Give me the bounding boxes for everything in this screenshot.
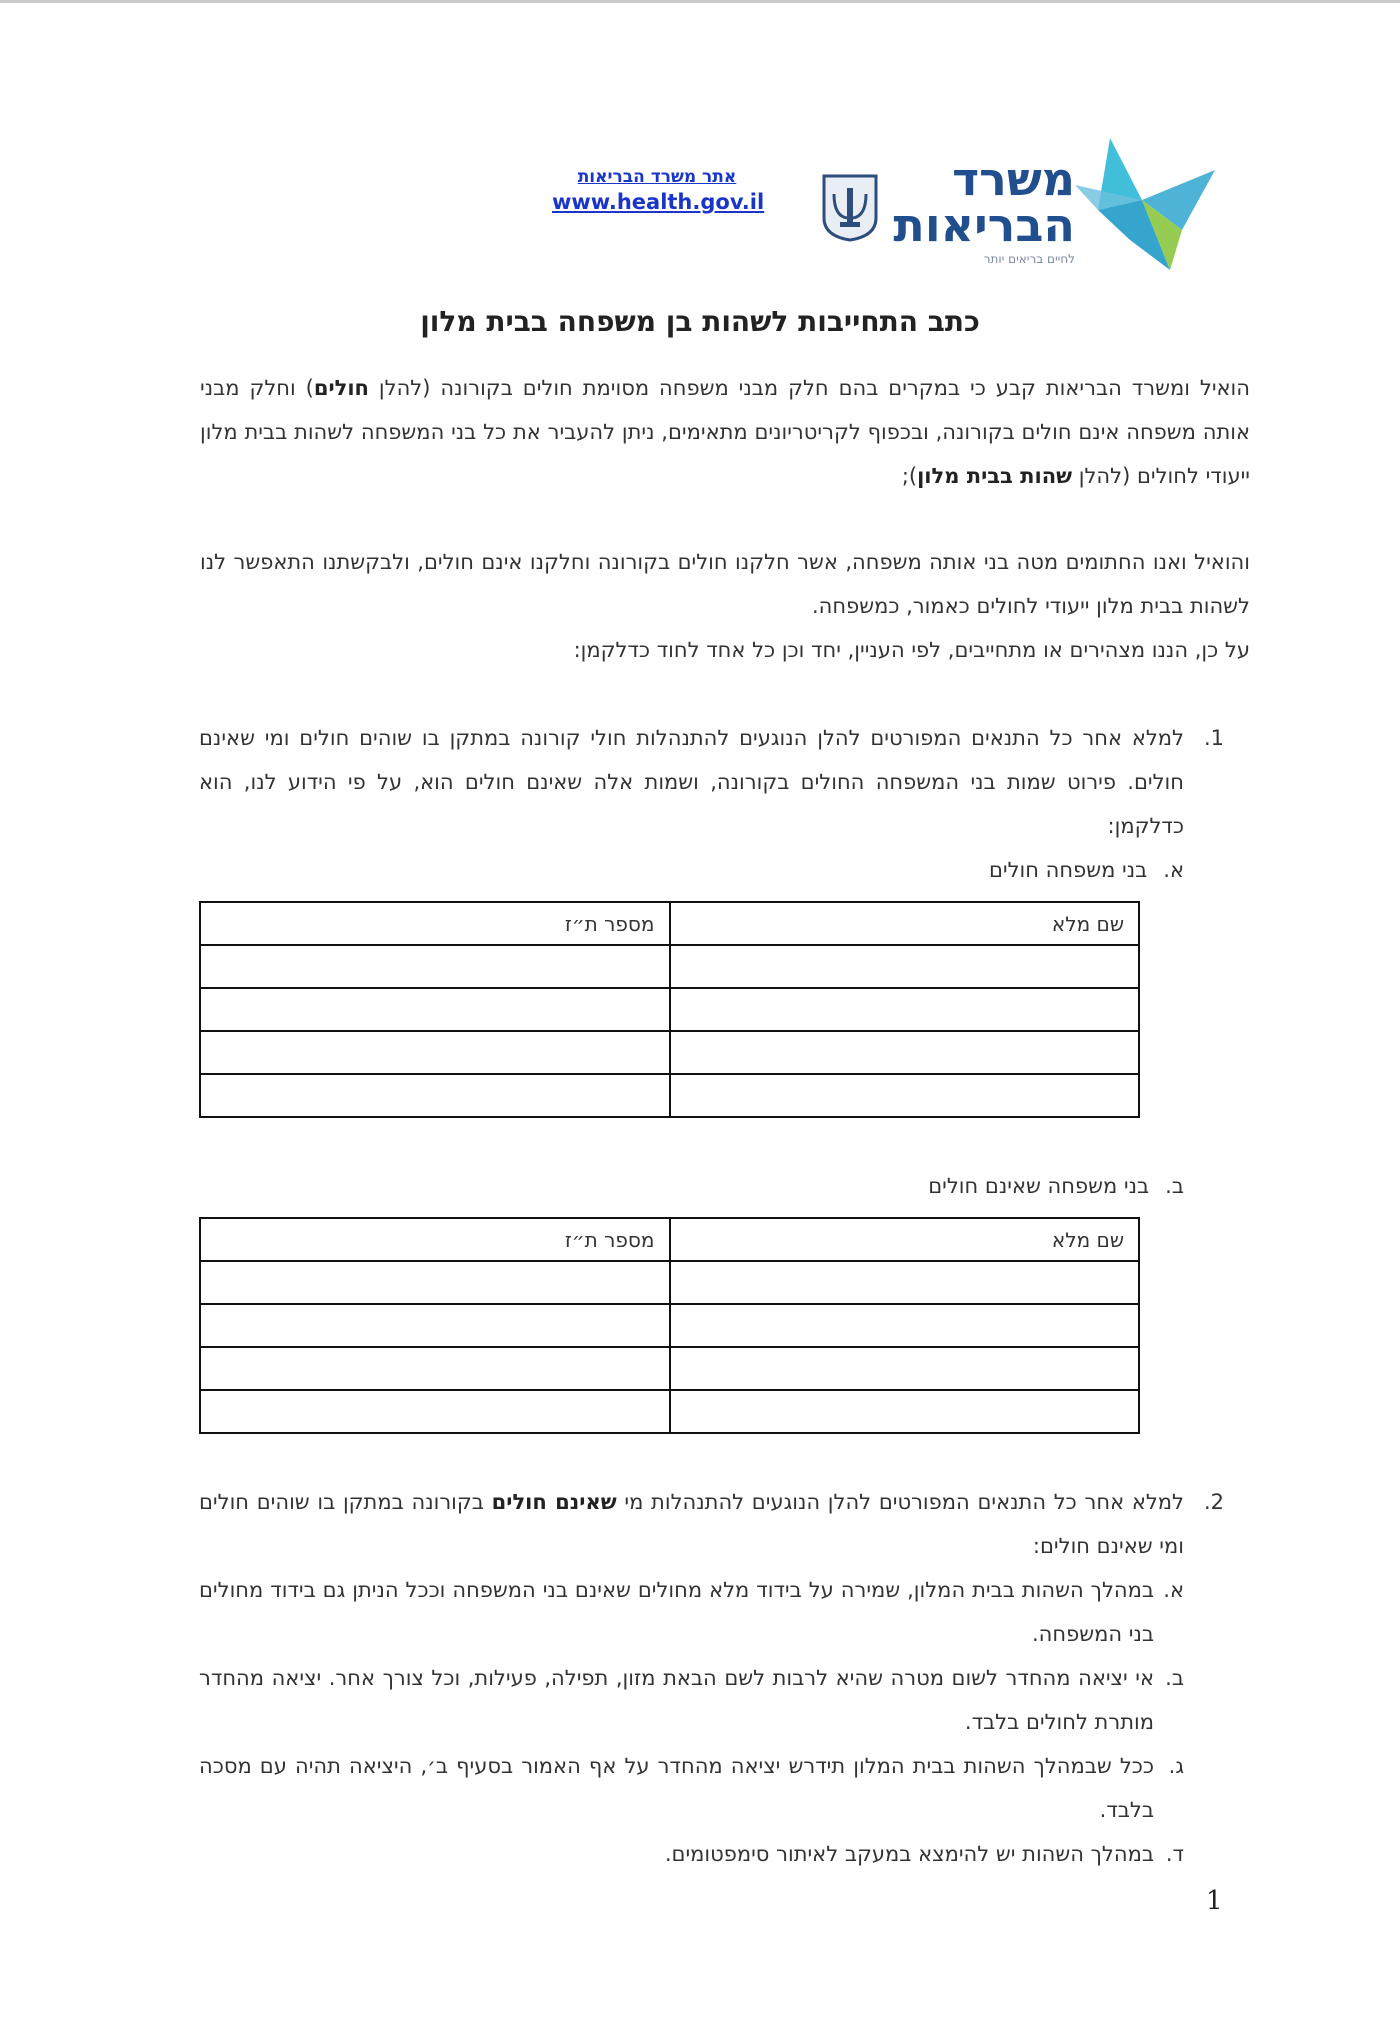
- id-cell[interactable]: [200, 1390, 670, 1433]
- table-row: [200, 1390, 1139, 1433]
- logo-tagline: לחיים בריאים יותר: [983, 252, 1075, 266]
- table-row: [200, 945, 1139, 988]
- sick-members-table: [199, 901, 1140, 1118]
- intro-paragraph-2-line2: על כן, הננו מצהירים או מתחייבים, לפי העניין, יחד וכן כל אחד לחוד כדלקמן:: [573, 638, 1250, 662]
- name-column-header: שם מלא: [670, 1218, 1140, 1261]
- name-cell[interactable]: [670, 945, 1140, 988]
- section-2-number: 2.: [1203, 1490, 1224, 1514]
- table-row: [200, 1304, 1139, 1347]
- id-cell[interactable]: [200, 988, 670, 1031]
- id-cell[interactable]: [200, 1347, 670, 1390]
- name-cell[interactable]: [670, 1074, 1140, 1117]
- name-cell[interactable]: [670, 1304, 1140, 1347]
- section-1-text: למלא אחר כל התנאים המפורטים להלן הנוגעים להתנהלות חולי קורונה במתקן בו שוהים חולים ומי שאינם חולים. פירוט שמות בני המשפחה החולים בקורונה, ושמות אלה שאינם חולים הוא, על פי הידוע לנו, הוא כדלקמן:: [199, 726, 1184, 838]
- table-header-row: [200, 902, 1139, 945]
- table-row: [200, 1031, 1139, 1074]
- id-cell[interactable]: [200, 945, 670, 988]
- name-cell[interactable]: [670, 1261, 1140, 1304]
- intro-paragraph-1: הואיל ומשרד הבריאות קבע כי במקרים בהם חלק מבני משפחה מסוימת חולים בקורונה (להלן חולים) וחלק מבני אותה משפחה אינם חולים בקורונה, ובכפוף לקריטריונים מתאימים, ניתן להעביר את כל בני המשפחה לשהות בבית מלון ייעודי לחולים (להלן שהות בבית מלון);: [200, 376, 1250, 488]
- name-cell[interactable]: [670, 1390, 1140, 1433]
- sub-heading-not-sick: ב.בני משפחה שאינם חולים: [928, 1174, 1184, 1198]
- id-cell[interactable]: [200, 1304, 670, 1347]
- ministry-logo: [740, 130, 1220, 280]
- state-emblem-icon: [820, 172, 880, 242]
- table-row: [200, 1347, 1139, 1390]
- intro-paragraph-2-line1: והואיל ואנו החתומים מטה בני אותה משפחה, אשר חלקנו חולים בקורונה וחלקנו אינם חולים, ולבקשתנו התאפשר לנו לשהות בבית מלון ייעודי לחולים כאמור, כמשפחה.: [200, 550, 1250, 618]
- site-link-label[interactable]: אתר משרד הבריאות: [577, 167, 737, 187]
- name-cell[interactable]: [670, 1031, 1140, 1074]
- section-2-item-b: ב. אי יציאה מהחדר לשום מטרה שהיא לרבות לשם הבאת מזון, תפילה, פעילות, וכל צורך אחר. יציאה מהחדר מותרת לחולים בלבד.: [199, 1666, 1184, 1734]
- site-link-url[interactable]: www.health.gov.il: [552, 190, 765, 214]
- table-header-row: [200, 1218, 1139, 1261]
- logo-line1: משרד: [952, 152, 1075, 206]
- name-cell[interactable]: [670, 988, 1140, 1031]
- section-2-item-a: א. במהלך השהות בבית המלון, שמירה על בידוד מלא מחולים שאינם בני המשפחה וככל הניתן גם בידוד מחולים בני המשפחה.: [199, 1578, 1184, 1646]
- logo-text: [893, 152, 1075, 266]
- id-cell[interactable]: [200, 1074, 670, 1117]
- healthy-members-table: [199, 1217, 1140, 1434]
- table-row: [200, 1074, 1139, 1117]
- id-cell[interactable]: [200, 1031, 670, 1074]
- id-cell[interactable]: [200, 1261, 670, 1304]
- page-number: 1: [1206, 1886, 1223, 1916]
- site-link[interactable]: [552, 166, 765, 216]
- table-row: [200, 1261, 1139, 1304]
- id-column-header: מספר ת״ז: [200, 902, 670, 945]
- table-row: [200, 988, 1139, 1031]
- name-column-header: שם מלא: [670, 902, 1140, 945]
- section-2-item-c: ג. ככל שבמהלך השהות בבית המלון תידרש יציאה מהחדר על אף האמור בסעיף ב׳, היציאה תהיה עם מסכה בלבד.: [199, 1754, 1184, 1822]
- section-1-number: 1.: [1203, 726, 1224, 750]
- sub-heading-sick: א.בני משפחה חולים: [988, 858, 1184, 882]
- star-icon: [1070, 130, 1220, 280]
- logo-line2: הבריאות: [893, 198, 1075, 252]
- intro-paragraph-2: [200, 540, 1250, 672]
- name-cell[interactable]: [670, 1347, 1140, 1390]
- section-2-item-d: ד. במהלך השהות יש להימצא במעקב לאיתור סימפטומים.: [664, 1842, 1184, 1866]
- document-title: כתב התחייבות לשהות בן משפחה בבית מלון: [420, 305, 980, 338]
- id-column-header: מספר ת״ז: [200, 1218, 670, 1261]
- section-1: [199, 716, 1224, 848]
- section-2: 2. למלא אחר כל התנאים המפורטים להלן הנוגעים להתנהלות מי שאינם חולים בקורונה במתקן בו שוהים חולים ומי שאינם חולים:: [199, 1480, 1184, 1568]
